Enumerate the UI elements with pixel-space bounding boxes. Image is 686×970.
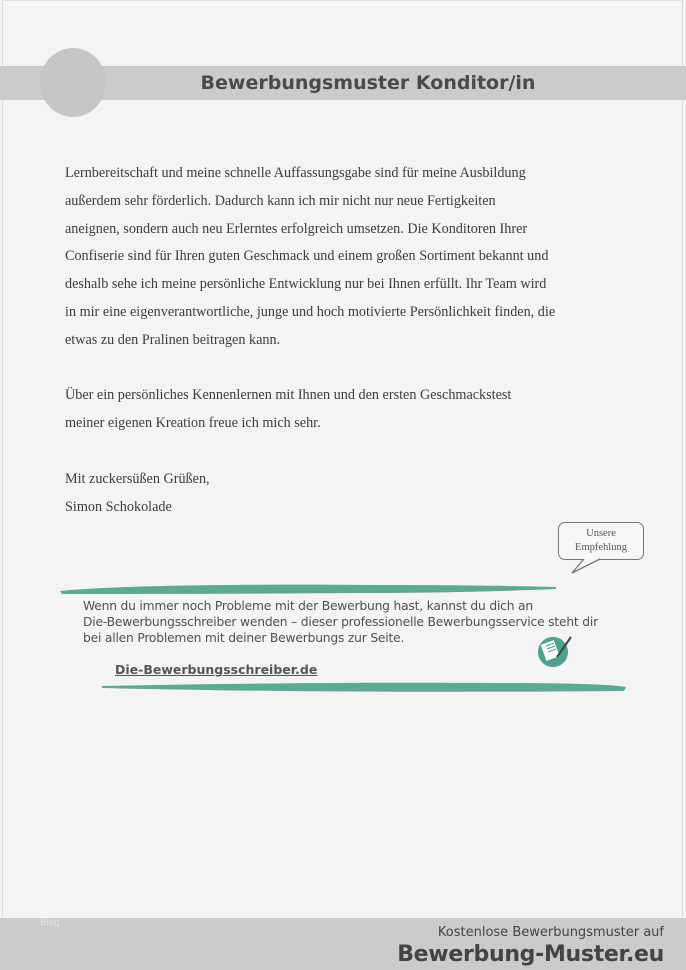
letter-line: aneignen, sondern auch neu Erlerntes erfolgreich umsetzen. Die Konditoren Ihrer (65, 220, 528, 237)
letter-line: Confiserie sind für Ihren guten Geschmack und einem großen Sortiment bekannt und (65, 248, 549, 265)
footer-brand[interactable]: Bewerbung-Muster.eu (397, 942, 664, 967)
letter-line: deshalb sehe ich meine persönliche Entwicklung nur bei Ihnen erfüllt. Ihr Team wird (65, 276, 547, 293)
page-title: Bewerbungsmuster Konditor/in (200, 72, 536, 94)
footer-tagline: Kostenlose Bewerbungsmuster auf (437, 925, 664, 940)
brush-stroke-bottom (100, 680, 628, 694)
letter-closing: Mit zuckersüßen Grüßen, (65, 470, 210, 487)
promo-line: Die-Bewerbungsschreiber wenden – dieser professionelle Bewerbungsservice steht dir (83, 615, 598, 629)
footer-blog-label: Blog (40, 918, 60, 928)
letter-line: etwas zu den Pralinen beitragen kann. (65, 331, 281, 348)
letter-body (65, 160, 645, 521)
bubble-line: Empfehlung (575, 542, 627, 553)
document-pen-icon (537, 633, 573, 669)
promo-line: bei allen Problemen mit deiner Bewerbungs zur Seite. (83, 631, 405, 645)
letter-signature: Simon Schokolade (65, 498, 172, 515)
speech-bubble-tail-icon (570, 557, 610, 577)
bubble-line: Unsere (586, 528, 616, 539)
brush-stroke-top (58, 582, 558, 596)
bewerbungsschreiber-link[interactable]: Die-Bewerbungsschreiber.de (115, 662, 318, 677)
letter-line: Über ein persönliches Kennenlernen mit Ihnen und den ersten Geschmackstest (65, 387, 512, 404)
recommendation-speech-bubble (558, 522, 644, 560)
letter-line: Lernbereitschaft und meine schnelle Auffassungsgabe sind für meine Ausbildung (65, 165, 526, 181)
letter-line: meiner eigenen Kreation freue ich mich sehr. (65, 415, 321, 432)
letter-line: in mir eine eigenverantwortliche, junge und hoch motivierte Persönlichkeit finden, die (65, 303, 556, 320)
promo-line: Wenn du immer noch Probleme mit der Bewerbung hast, kannst du dich an (83, 599, 533, 613)
letter-line: außerdem sehr förderlich. Dadurch kann ich mir nicht nur neue Fertigkeiten (65, 192, 496, 209)
